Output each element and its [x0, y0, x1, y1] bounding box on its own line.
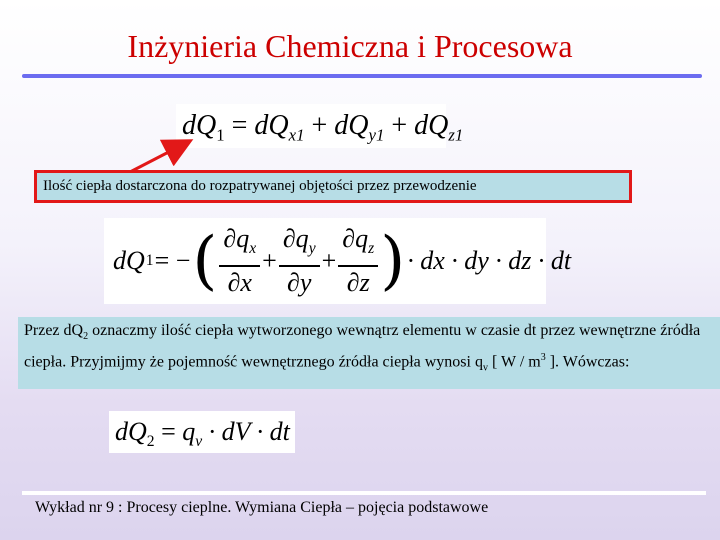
annotation-box: Ilość ciepła dostarczona do rozpatrywanej objętości przez przewodzenie — [34, 170, 632, 203]
equation-heat-balance: $dQ_1 = dQ_{x1} + dQ_{y1} + dQ_{z1}$ — [176, 104, 446, 148]
footer-divider — [22, 491, 706, 495]
eq2-equals: = − — [154, 246, 191, 275]
slide-title: Inżynieria Chemiczna i Procesowa — [127, 28, 573, 64]
eq1-term-z: dQ — [414, 110, 449, 141]
equation-conduction: dQ 1 = − ( $\frac{\partial q_x}{\partial x}$ + $\frac{\partial q_y}{\partial y}$ + $\frac{\partial q_z}{\partial z}$ ) · dx · dy · dz · dt — [104, 218, 546, 304]
eq1-equals: = — [231, 110, 248, 141]
explanation-paragraph: Przez $dQ_2$ oznaczmy ilość ciepła wytworzonego wewnątrz elementu w czasie dt przez wewnętrzne źródła ciepła. Przyjmijmy że pojemność wewnętrznego źródła ciepła wynosi $q_v$ [ W / $m^3$ ]. Wówczas: — [18, 317, 720, 389]
eq3-lhs: dQ — [115, 417, 147, 446]
eq1-term-y: dQ — [334, 110, 369, 141]
footer-text: Wykład nr 9 : Procesy cieplne. Wymiana Ciepła – pojęcia podstawowe — [35, 499, 489, 516]
fraction-y: $\frac{\partial q_y}{\partial y}$ — [279, 223, 320, 299]
eq2-lhs: dQ — [113, 246, 145, 275]
fraction-x: $\frac{\partial q_x}{\partial x}$ — [219, 223, 260, 299]
equation-internal-source: $dQ_2 = q_v$ · dV · dt — [109, 411, 295, 453]
eq1-lhs: dQ — [182, 110, 217, 141]
title-divider — [22, 74, 702, 78]
right-paren: ) — [380, 224, 406, 298]
left-paren: ( — [192, 224, 218, 298]
eq2-tail: · dx · dy · dz · dt — [407, 246, 572, 275]
fraction-z: $\frac{\partial q_z}{\partial z}$ — [338, 223, 378, 299]
eq1-term-x: dQ — [254, 110, 289, 141]
